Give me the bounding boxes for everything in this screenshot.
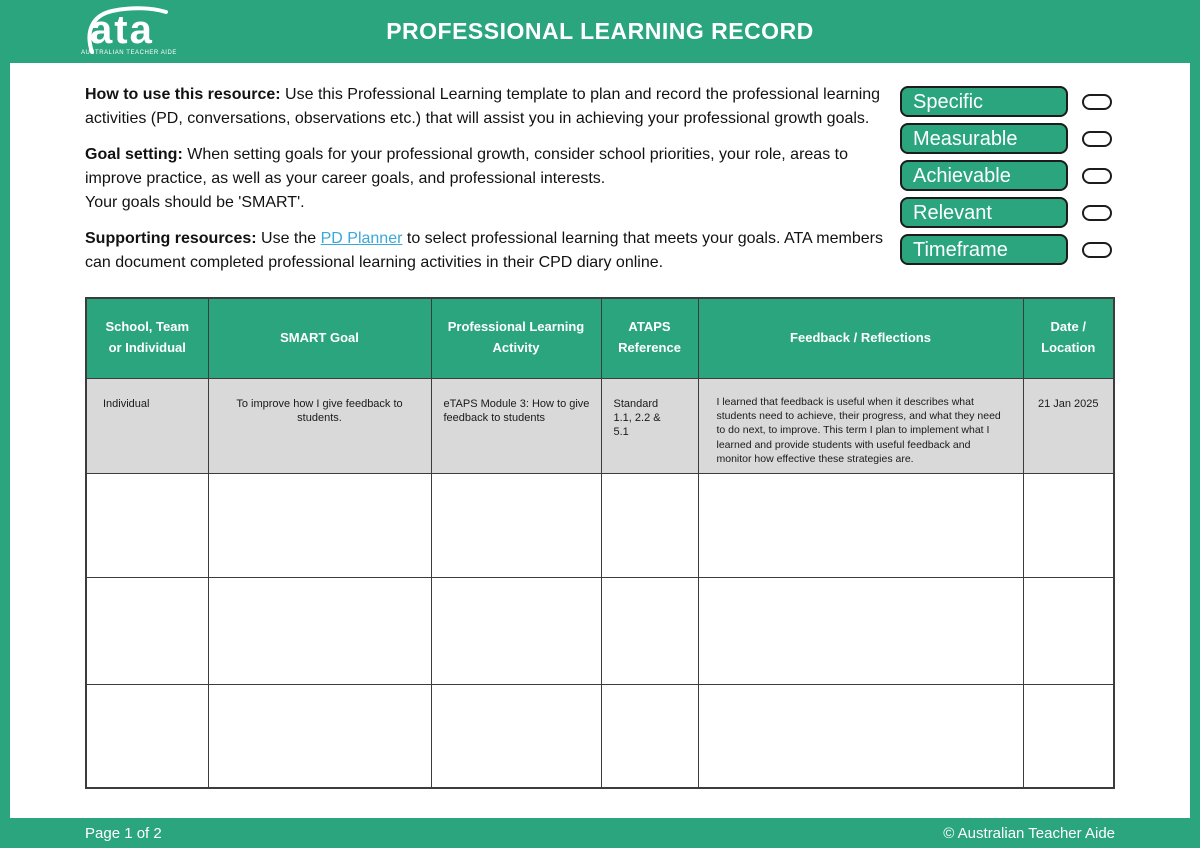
cell-smart-goal[interactable] bbox=[208, 473, 431, 577]
cell-pl-activity[interactable] bbox=[431, 473, 601, 577]
table-row-3 bbox=[86, 577, 1114, 684]
specific-checkbox[interactable] bbox=[1082, 94, 1112, 110]
smart-row-achievable bbox=[900, 160, 1112, 191]
timeframe-button[interactable]: Timeframe bbox=[900, 234, 1068, 265]
paragraph-goal-setting bbox=[85, 143, 897, 215]
cell-date-location[interactable] bbox=[1023, 684, 1114, 788]
cell-date-location[interactable] bbox=[1023, 473, 1114, 577]
table-row-1 bbox=[86, 378, 1114, 473]
column-header-pl-activity: Professional Learning Activity bbox=[431, 298, 601, 378]
goal-setting-lead: Goal setting: bbox=[85, 146, 183, 163]
cell-feedback-reflections[interactable] bbox=[698, 684, 1023, 788]
cell-pl-activity[interactable] bbox=[431, 577, 601, 684]
how-to-use-lead: How to use this resource: bbox=[85, 86, 281, 103]
cell-school-team[interactable] bbox=[86, 577, 208, 684]
goal-setting-body: When setting goals for your professional growth, consider school priorities, your role, areas to improve practice, as well as your career goals, and professional interests. bbox=[85, 146, 848, 187]
timeframe-checkbox[interactable] bbox=[1082, 242, 1112, 258]
document-page bbox=[10, 63, 1190, 818]
logo-tagline: AUSTRALIAN TEACHER AIDE bbox=[81, 50, 177, 56]
cell-ataps-reference[interactable] bbox=[601, 577, 698, 684]
smart-checklist bbox=[900, 86, 1112, 271]
table-header-row bbox=[86, 298, 1114, 378]
cell-ataps-reference[interactable] bbox=[601, 684, 698, 788]
supporting-resources-lead: Supporting resources: bbox=[85, 230, 257, 247]
cell-pl-activity[interactable] bbox=[431, 684, 601, 788]
cell-school-team[interactable] bbox=[86, 684, 208, 788]
cell-ataps-reference[interactable] bbox=[601, 473, 698, 577]
column-header-smart-goal: SMART Goal bbox=[208, 298, 431, 378]
logo-wordmark: ata bbox=[90, 8, 154, 52]
cell-smart-goal[interactable] bbox=[208, 684, 431, 788]
page-number: Page 1 of 2 bbox=[85, 824, 162, 842]
professional-learning-table bbox=[85, 297, 1115, 789]
smart-row-relevant bbox=[900, 197, 1112, 228]
measurable-checkbox[interactable] bbox=[1082, 131, 1112, 147]
copyright-notice: © Australian Teacher Aide bbox=[943, 824, 1115, 842]
cell-feedback-reflections[interactable] bbox=[698, 473, 1023, 577]
cell-smart-goal[interactable]: To improve how I give feedback to students. bbox=[208, 378, 431, 473]
pd-planner-link[interactable]: PD Planner bbox=[320, 230, 403, 247]
specific-button[interactable]: Specific bbox=[900, 86, 1068, 117]
column-header-ataps-reference: ATAPS Reference bbox=[601, 298, 698, 378]
cell-date-location[interactable]: 21 Jan 2025 bbox=[1023, 378, 1114, 473]
paragraph-how-to-use bbox=[85, 83, 897, 131]
achievable-button[interactable]: Achievable bbox=[900, 160, 1068, 191]
cell-smart-goal[interactable] bbox=[208, 577, 431, 684]
achievable-checkbox[interactable] bbox=[1082, 168, 1112, 184]
cell-feedback-reflections[interactable] bbox=[698, 577, 1023, 684]
top-banner bbox=[0, 0, 1200, 63]
smart-row-timeframe bbox=[900, 234, 1112, 265]
intro-text bbox=[85, 83, 897, 287]
smart-row-measurable bbox=[900, 123, 1112, 154]
bottom-banner bbox=[0, 818, 1200, 848]
supporting-resources-pre: Use the bbox=[256, 230, 321, 247]
cell-school-team[interactable] bbox=[86, 473, 208, 577]
relevant-checkbox[interactable] bbox=[1082, 205, 1112, 221]
cell-pl-activity[interactable]: eTAPS Module 3: How to give feedback to students bbox=[431, 378, 601, 473]
column-header-date-location: Date / Location bbox=[1023, 298, 1114, 378]
table-row-4 bbox=[86, 684, 1114, 788]
cell-school-team[interactable]: Individual bbox=[86, 378, 208, 473]
paragraph-supporting-resources bbox=[85, 227, 897, 275]
supporting-resources-post: to select professional learning that meets your goals. ATA members can document completed professional learning activities in their CPD diary online. bbox=[85, 230, 883, 271]
table-row-2 bbox=[86, 473, 1114, 577]
measurable-button[interactable]: Measurable bbox=[900, 123, 1068, 154]
cell-ataps-reference[interactable]: Standard 1.1, 2.2 & 5.1 bbox=[601, 378, 698, 473]
smart-row-specific bbox=[900, 86, 1112, 117]
cell-feedback-reflections[interactable]: I learned that feedback is useful when it describes what students need to achieve, their progress, and what they need to do next, to improve. This term I plan to implement what I learned and provide students with useful feedback and monitor how effective these strategies are. bbox=[698, 378, 1023, 473]
how-to-use-body: Use this Professional Learning template to plan and record the professional learning activities (PD, conversations, observations etc.) that will assist you in achieving your professional growth goals. bbox=[85, 86, 881, 127]
page-title: PROFESSIONAL LEARNING RECORD bbox=[386, 18, 814, 44]
column-header-school-team: School, Team or Individual bbox=[86, 298, 208, 378]
goal-setting-smart-line: Your goals should be 'SMART'. bbox=[85, 194, 305, 211]
cell-date-location[interactable] bbox=[1023, 577, 1114, 684]
relevant-button[interactable]: Relevant bbox=[900, 197, 1068, 228]
column-header-feedback-reflections: Feedback / Reflections bbox=[698, 298, 1023, 378]
